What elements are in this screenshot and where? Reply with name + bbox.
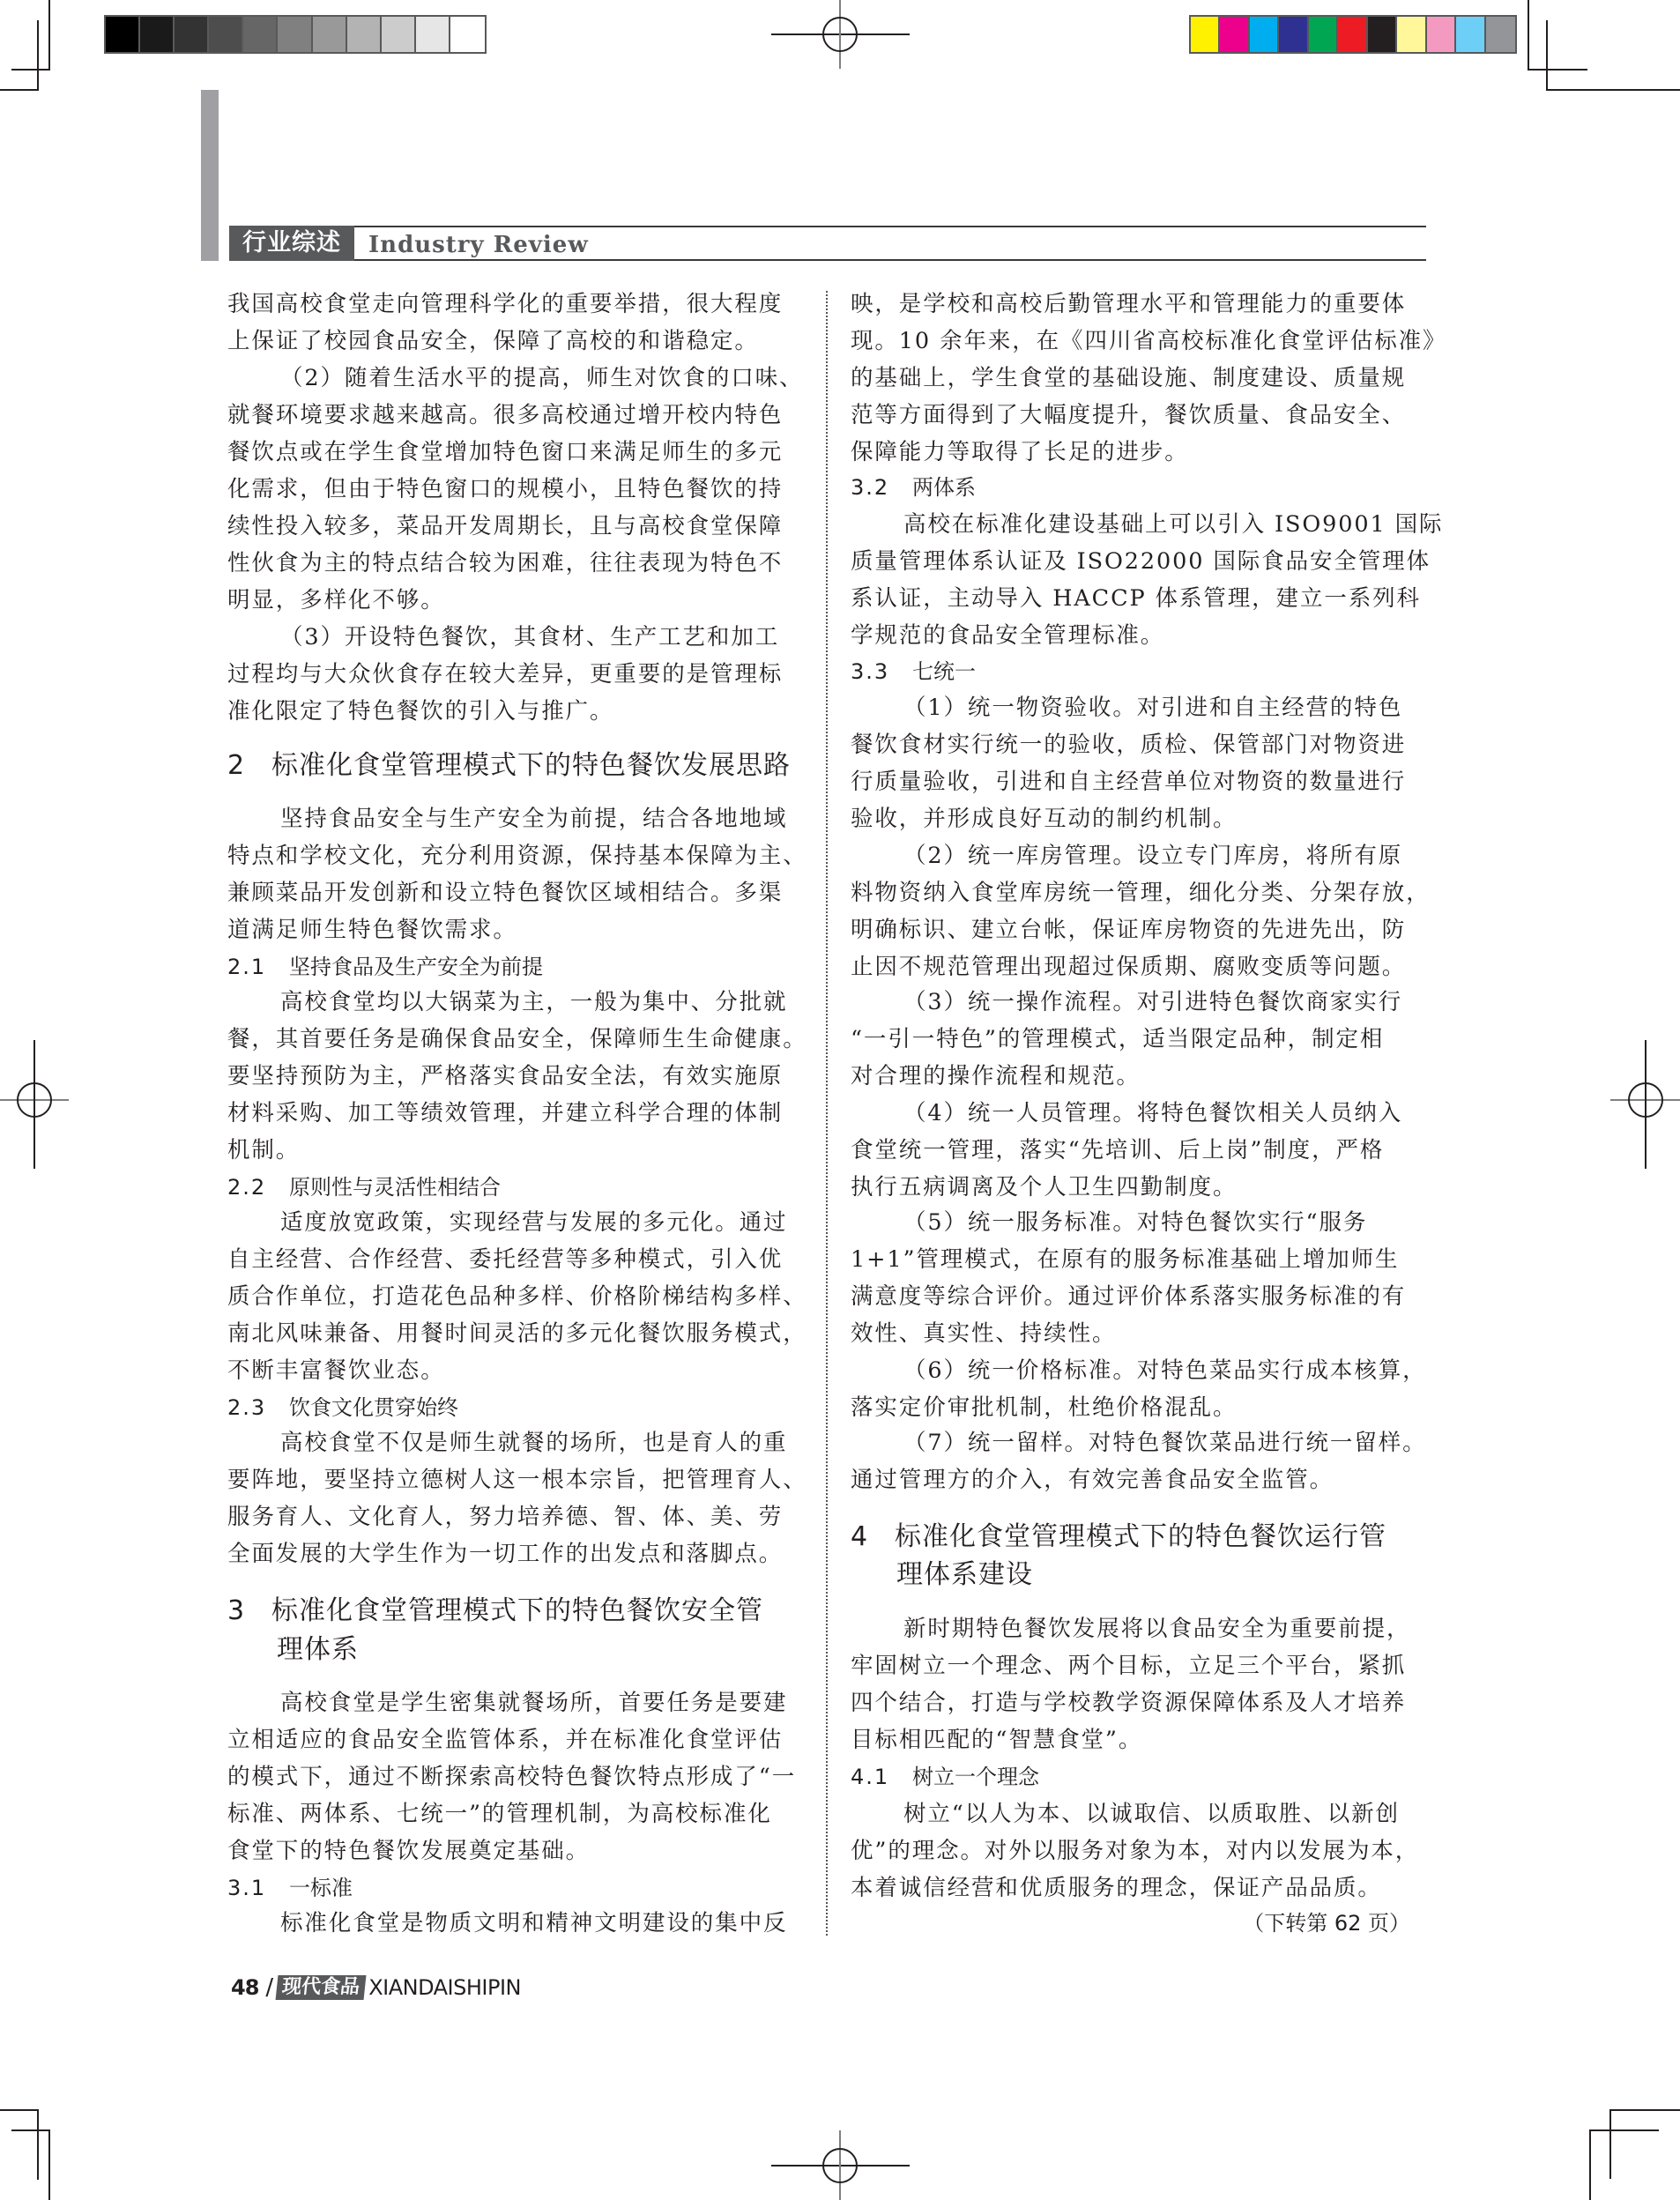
- gray-swatch: [140, 17, 175, 52]
- text-line: （2）统一库房管理。设立专门库房，将所有原: [903, 843, 1403, 869]
- journal-name-en: XIANDAISHIPIN: [368, 1975, 521, 2000]
- continued-on-page-note: （下转第 62 页）: [1243, 1911, 1410, 1936]
- subsection-heading-2-2: 2.2 原则性与灵活性相结合: [227, 1175, 501, 1200]
- text-line: 要坚持预防为主，严格落实食品安全法，有效实施原: [227, 1063, 784, 1089]
- text-line: 目标相匹配的“智慧食堂”。: [851, 1727, 1143, 1753]
- text-line: 学规范的食品安全管理标准。: [851, 622, 1165, 649]
- text-line: 牢固树立一个理念、两个目标，立足三个平台，紧抓: [851, 1653, 1407, 1679]
- gray-swatch: [175, 17, 209, 52]
- text-line: 食堂统一管理，落实“先培训、后上岗”制度，严格: [851, 1137, 1385, 1163]
- text-line: 的模式下，通过不断探索高校特色餐饮特点形成了“一: [227, 1764, 797, 1790]
- text-line: 特点和学校文化，充分利用资源，保持基本保障为主、: [227, 843, 807, 869]
- section-heading-4: 4 标准化食堂管理模式下的特色餐饮运行管: [851, 1521, 1386, 1552]
- right-column: [851, 0, 1447, 1939]
- text-line: 就餐环境要求越来越高。很多高校通过增开校内特色: [227, 402, 784, 428]
- text-line: 立相适应的食品安全监管体系，并在标准化食堂评估: [227, 1727, 784, 1753]
- color-swatch-pink: [1427, 17, 1456, 52]
- text-line: 树立“以人为本、以诚取信、以质取胜、以新创: [903, 1801, 1400, 1827]
- text-line: 优”的理念。对外以服务对象为本，对内以发展为本，: [851, 1838, 1420, 1864]
- text-line: 行质量验收，引进和自主经营单位对物资的数量进行: [851, 769, 1407, 795]
- text-line: 止因不规范管理出现超过保质期、腐败变质等问题。: [851, 954, 1407, 980]
- text-line: 执行五病调离及个人卫生四勤制度。: [851, 1174, 1238, 1200]
- text-line: 服务育人、文化育人，努力培养德、智、体、美、劳: [227, 1504, 784, 1530]
- subsection-heading-3-3: 3.3 七统一: [851, 659, 976, 684]
- text-line: 质合作单位，打造花色品种多样、价格阶梯结构多样、: [227, 1283, 807, 1310]
- text-line: 料物资纳入食堂库房统一管理，细化分类、分架存放，: [851, 880, 1431, 906]
- text-line: 性伙食为主的特点结合较为困难，往往表现为特色不: [227, 550, 784, 576]
- text-line: （5）统一服务标准。对特色餐饮实行“服务: [903, 1209, 1368, 1236]
- text-line: 自主经营、合作经营、委托经营等多种模式，引入优: [227, 1246, 784, 1273]
- text-line: 材料采购、加工等绩效管理，并建立科学合理的体制: [227, 1100, 784, 1126]
- text-line: 的基础上，学生食堂的基础设施、制度建设、质量规: [851, 365, 1407, 391]
- text-line: “一引一特色”的管理模式，适当限定品种，制定相: [851, 1026, 1385, 1052]
- text-line: 标准化食堂是物质文明和精神文明建设的集中反: [280, 1910, 788, 1936]
- page-footer: [231, 1973, 521, 2003]
- footer-separator: /: [265, 1974, 274, 2001]
- text-line: 明显，多样化不够。: [227, 587, 445, 613]
- section-heading-4-cont: 理体系建设: [896, 1559, 1033, 1590]
- text-line: 兼顾菜品开发创新和设立特色餐饮区域相结合。多渠: [227, 880, 784, 906]
- text-line: 对合理的操作流程和规范。: [851, 1063, 1141, 1089]
- text-line: 高校食堂均以大锅菜为主，一般为集中、分批就: [280, 989, 788, 1015]
- text-line: 不断丰富餐饮业态。: [227, 1357, 445, 1384]
- text-line: 1+1”管理模式，在原有的服务标准基础上增加师生: [851, 1246, 1400, 1273]
- text-line: （2）随着生活水平的提高，师生对饮食的口味、: [280, 365, 804, 391]
- text-line: 范等方面得到了大幅度提升，餐饮质量、食品安全、: [851, 402, 1407, 428]
- text-line: 食堂下的特色餐饮发展奠定基础。: [227, 1838, 591, 1864]
- left-column: [227, 0, 805, 1939]
- subsection-heading-2-1: 2.1 坚持食品及生产安全为前提: [227, 955, 543, 979]
- text-line: 通过管理方的介入，有效完善食品安全监管。: [851, 1467, 1334, 1493]
- text-line: 效性、真实性、持续性。: [851, 1320, 1117, 1347]
- text-line: 餐，其首要任务是确保食品安全，保障师生生命健康。: [227, 1026, 807, 1052]
- text-line: 适度放宽政策，实现经营与发展的多元化。通过: [280, 1209, 788, 1236]
- text-line: 本着诚信经营和优质服务的理念，保证产品品质。: [851, 1875, 1382, 1901]
- color-swatch-light-cyan: [1456, 17, 1485, 52]
- gray-swatch: [106, 17, 140, 52]
- color-swatch-gray: [1486, 17, 1515, 52]
- section-heading-3-cont: 理体系: [277, 1634, 359, 1665]
- text-line: 明确标识、建立台帐，保证库房物资的先进先出，防: [851, 917, 1407, 943]
- text-line: 验收，并形成良好互动的制约机制。: [851, 806, 1238, 832]
- text-line: 我国高校食堂走向管理科学化的重要举措，很大程度: [227, 291, 784, 317]
- text-line: 南北风味兼备、用餐时间灵活的多元化餐饮服务模式，: [227, 1320, 807, 1347]
- text-line: （3）开设特色餐饮，其食材、生产工艺和加工: [280, 624, 780, 650]
- text-line: 质量管理体系认证及 ISO22000 国际食品安全管理体: [851, 548, 1431, 575]
- text-line: （7）统一留样。对特色餐饮菜品进行统一留样。: [903, 1430, 1427, 1456]
- text-line: 现。10 余年来，在《四川省高校标准化食堂评估标准》: [851, 328, 1447, 354]
- text-line: 新时期特色餐饮发展将以食品安全为重要前提，: [903, 1616, 1411, 1642]
- section-label-cn: 行业综述: [229, 226, 354, 261]
- section-heading-2: 2 标准化食堂管理模式下的特色餐饮发展思路: [227, 750, 791, 781]
- text-line: 坚持食品安全与生产安全为前提，结合各地地域: [280, 806, 788, 832]
- text-line: 过程均与大众伙食存在较大差异，更重要的是管理标: [227, 661, 784, 688]
- text-line: 续性投入较多，菜品开发周期长，且与高校食堂保障: [227, 513, 784, 539]
- text-line: 四个结合，打造与学校教学资源保障体系及人才培养: [851, 1690, 1407, 1716]
- text-line: 道满足师生特色餐饮需求。: [227, 917, 517, 943]
- text-line: 高校食堂是学生密集就餐场所，首要任务是要建: [280, 1690, 788, 1716]
- text-line: 餐饮食材实行统一的验收，质检、保管部门对物资进: [851, 732, 1407, 758]
- subsection-heading-3-2: 3.2 两体系: [851, 475, 976, 500]
- text-line: （6）统一价格标准。对特色菜品实行成本核算，: [903, 1357, 1427, 1384]
- text-line: 系认证，主动导入 HACCP 体系管理，建立一系列科: [851, 585, 1421, 612]
- text-line: 满意度等综合评价。通过评价体系落实服务标准的有: [851, 1283, 1407, 1310]
- text-line: （3）统一操作流程。对引进特色餐饮商家实行: [903, 989, 1403, 1015]
- text-line: 上保证了校园食品安全，保障了高校的和谐稳定。: [227, 328, 759, 354]
- text-line: 落实定价审批机制，杜绝价格混乱。: [851, 1394, 1238, 1421]
- text-line: 餐饮点或在学生食堂增加特色窗口来满足师生的多元: [227, 439, 784, 465]
- text-line: （4）统一人员管理。将特色餐饮相关人员纳入: [903, 1100, 1403, 1126]
- journal-name-cn: 现代食品: [276, 1975, 367, 2000]
- text-line: 准化限定了特色餐饮的引入与推广。: [227, 698, 614, 725]
- text-line: 高校在标准化建设基础上可以引入 ISO9001 国际: [903, 511, 1444, 538]
- text-line: （1）统一物资验收。对引进和自主经营的特色: [903, 695, 1403, 721]
- text-line: 全面发展的大学生作为一切工作的出发点和落脚点。: [227, 1541, 784, 1567]
- subsection-heading-3-1: 3.1 一标准: [227, 1876, 353, 1900]
- section-side-bar: [201, 90, 219, 261]
- subsection-heading-2-3: 2.3 饮食文化贯穿始终: [227, 1395, 458, 1420]
- text-line: 机制。: [227, 1137, 301, 1163]
- text-line: 高校食堂不仅是师生就餐的场所，也是育人的重: [280, 1430, 788, 1456]
- page-number: 48: [231, 1975, 259, 2000]
- text-line: 映，是学校和高校后勤管理水平和管理能力的重要体: [851, 291, 1407, 317]
- section-label-en: Industry Review: [368, 232, 589, 258]
- text-line: 标准、两体系、七统一”的管理机制，为高校标准化: [227, 1801, 772, 1827]
- subsection-heading-4-1: 4.1 树立一个理念: [851, 1765, 1039, 1789]
- section-heading-3: 3 标准化食堂管理模式下的特色餐饮安全管: [227, 1595, 763, 1626]
- text-line: 保障能力等取得了长足的进步。: [851, 439, 1189, 465]
- text-line: 要阵地，要坚持立德树人这一根本宗旨，把管理育人、: [227, 1467, 807, 1493]
- text-line: 化需求，但由于特色窗口的规模小，且特色餐饮的持: [227, 476, 784, 502]
